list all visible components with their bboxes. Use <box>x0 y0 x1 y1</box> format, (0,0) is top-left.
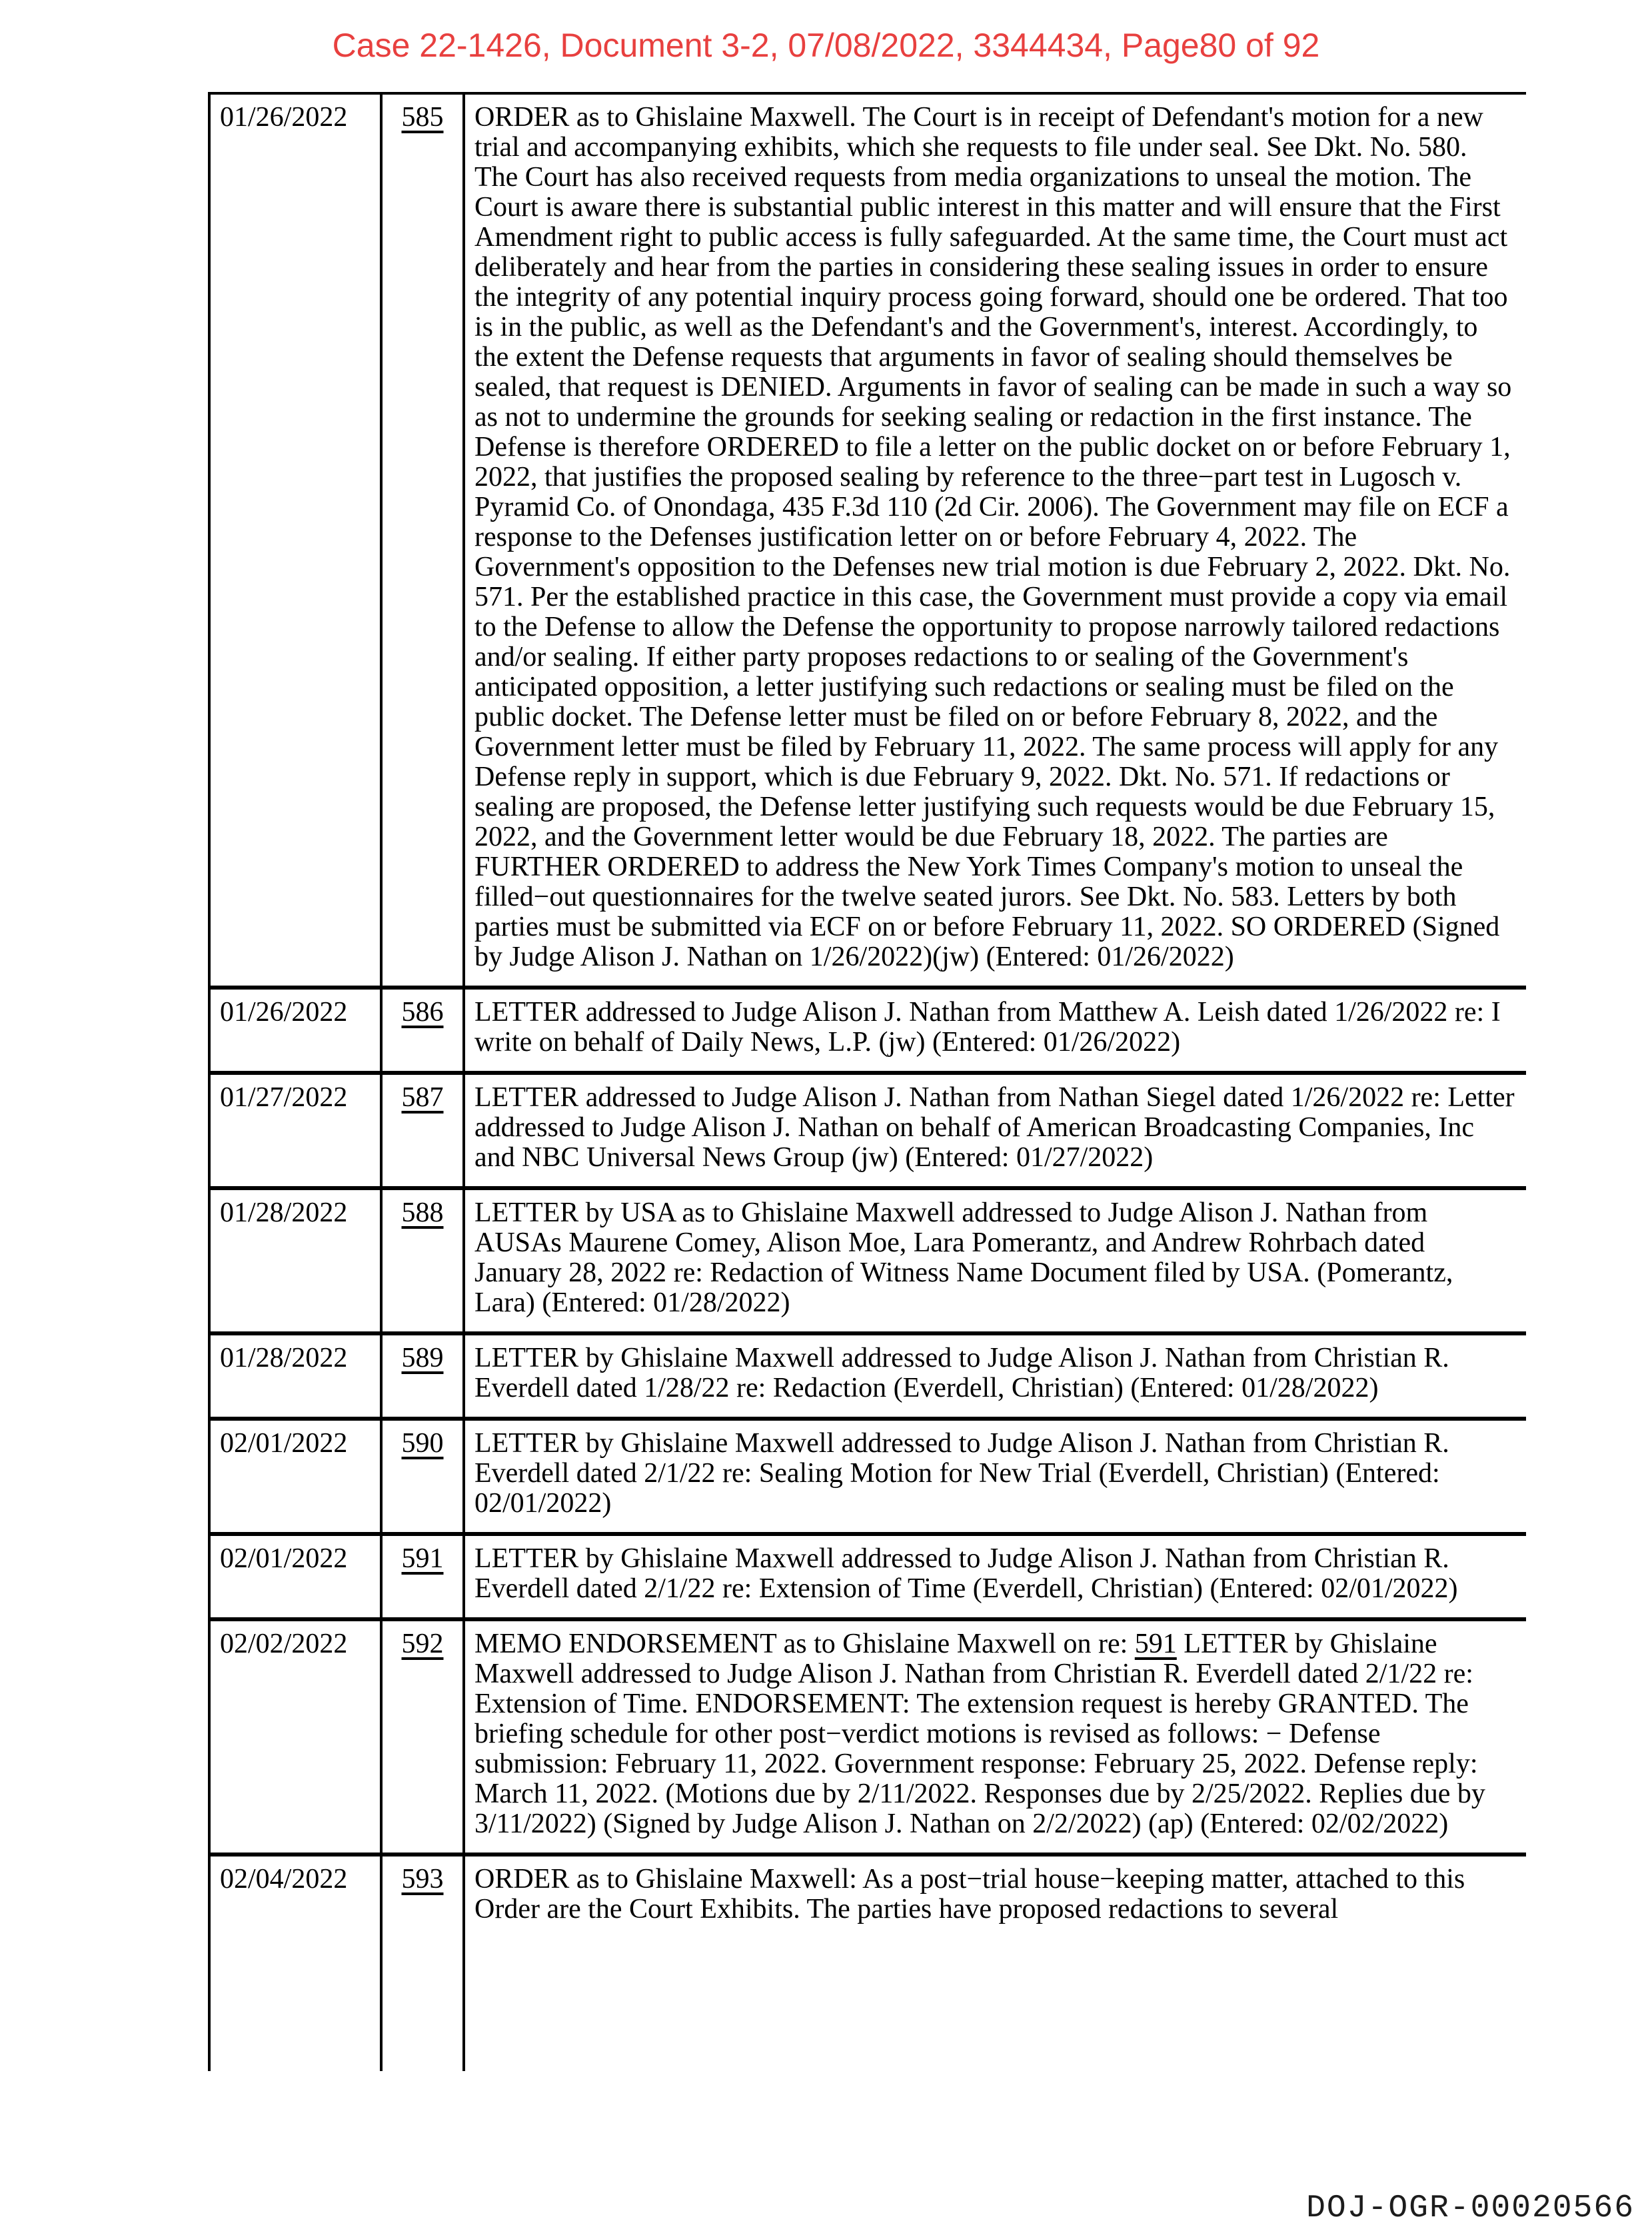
date-filed: 01/27/2022 <box>209 1073 381 1188</box>
docket-row-588 <box>209 1188 1526 1333</box>
docket-row-593 <box>209 1855 1526 2071</box>
docket-row-585 <box>209 93 1526 988</box>
docket-text: LETTER addressed to Judge Alison J. Nathan from Matthew A. Leish dated 1/26/2022 re: I write on behalf of Daily News, L.P. (jw) (Entered: 01/26/2022) <box>464 988 1526 1073</box>
docket-row-586 <box>209 988 1526 1073</box>
docket-text: ORDER as to Ghislaine Maxwell. The Court is in receipt of Defendant's motion for a new trial and accompanying exhibits, which she requests to file under seal. See Dkt. No. 580. The Court has also received requests from media organizations to unseal the motion. The Court is aware there is substantial public interest in this matter and will ensure that the First Amendment right to public access is fully safeguarded. At the same time, the Court must act deliberately and hear from the parties in considering these sealing issues in order to ensure the integrity of any potential inquiry process going forward, should one be ordered. That too is in the public, as well as the Defendant's and the Government's, interest. Accordingly, to the extent the Defense requests that arguments in favor of sealing should themselves be sealed, that request is DENIED. Arguments in favor of sealing can be made in such a way so as not to undermine the grounds for seeking sealing or redaction in the first instance. The Defense is therefore ORDERED to file a letter on the public docket on or before February 1, 2022, that justifies the proposed sealing by reference to the three−part test in Lugosch v. Pyramid Co. of Onondaga, 435 F.3d 110 (2d Cir. 2006). The Government may file on ECF a response to the Defenses justification letter on or before February 4, 2022. The Government's opposition to the Defenses new trial motion is due February 2, 2022. Dkt. No. 571. Per the established practice in this case, the Government must provide a copy via email to the Defense to allow the Defense the opportunity to propose narrowly tailored redactions and/or sealing. If either party proposes redactions to or sealing of the Government's anticipated opposition, a letter justifying such redactions or sealing must be filed on the public docket. The Defense letter must be filed on or before February 8, 2022, and the Government letter must be filed by February 11, 2022. The same process will apply for any Defense reply in support, which is due February 9, 2022. Dkt. No. 571. If redactions or sealing are proposed, the Defense letter justifying such requests would be due February 15, 2022, and the Government letter would be due February 18, 2022. The parties are FURTHER ORDERED to address the New York Times Company's motion to unseal the filled−out questionnaires for the twelve seated jurors. See Dkt. No. 583. Letters by both parties must be submitted via ECF on or before February 11, 2022. SO ORDERED (Signed by Judge Alison J. Nathan on 1/26/2022)(jw) (Entered: 01/26/2022) <box>464 93 1526 988</box>
date-filed: 01/28/2022 <box>209 1333 381 1419</box>
docket-table-region <box>208 92 1526 2100</box>
docket-text <box>464 1619 1526 1855</box>
docket-text: LETTER addressed to Judge Alison J. Nathan from Nathan Siegel dated 1/26/2022 re: Letter addressed to Judge Alison J. Nathan on behalf of American Broadcasting Companies, Inc and NBC Universal News Group (jw) (Entered: 01/27/2022) <box>464 1073 1526 1188</box>
docket-number-link-593[interactable]: 593 <box>401 1864 444 1894</box>
docket-number-link-588[interactable]: 588 <box>401 1197 444 1228</box>
bates-number: DOJ-OGR-00020566 <box>1306 2190 1635 2226</box>
date-filed: 01/26/2022 <box>209 93 381 988</box>
date-filed: 01/26/2022 <box>209 988 381 1073</box>
date-filed: 01/28/2022 <box>209 1188 381 1333</box>
docket-text: LETTER by Ghislaine Maxwell addressed to Judge Alison J. Nathan from Christian R. Everdell dated 1/28/22 re: Redaction (Everdell, Christian) (Entered: 01/28/2022) <box>464 1333 1526 1419</box>
docket-number-link-587[interactable]: 587 <box>401 1082 444 1113</box>
referenced-docket-591-link[interactable]: 591 <box>1134 1629 1177 1659</box>
docket-number-link-591[interactable]: 591 <box>401 1543 444 1574</box>
docket-text: LETTER by Ghislaine Maxwell addressed to Judge Alison J. Nathan from Christian R. Everdell dated 2/1/22 re: Sealing Motion for New Trial (Everdell, Christian) (Entered: 02/01/2022) <box>464 1419 1526 1534</box>
docket-text: LETTER by Ghislaine Maxwell addressed to Judge Alison J. Nathan from Christian R. Everdell dated 2/1/22 re: Extension of Time (Everdell, Christian) (Entered: 02/01/2022) <box>464 1534 1526 1619</box>
date-filed: 02/01/2022 <box>209 1534 381 1619</box>
docket-text: LETTER by USA as to Ghislaine Maxwell addressed to Judge Alison J. Nathan from AUSAs Maurene Comey, Alison Moe, Lara Pomerantz, and Andrew Rohrbach dated January 28, 2022 re: Redaction of Witness Name Document filed by USA. (Pomerantz, Lara) (Entered: 01/28/2022) <box>464 1188 1526 1333</box>
docket-table <box>208 92 1526 2071</box>
docket-text: ORDER as to Ghislaine Maxwell: As a post−trial house−keeping matter, attached to this Order are the Court Exhibits. The parties have proposed redactions to several <box>464 1855 1526 2071</box>
docket-row-589 <box>209 1333 1526 1419</box>
docket-row-587 <box>209 1073 1526 1188</box>
docket-row-592 <box>209 1619 1526 1855</box>
date-filed: 02/01/2022 <box>209 1419 381 1534</box>
docket-row-590 <box>209 1419 1526 1534</box>
date-filed: 02/04/2022 <box>209 1855 381 2071</box>
docket-number-link-586[interactable]: 586 <box>401 997 444 1028</box>
docket-number-link-585[interactable]: 585 <box>401 102 444 133</box>
case-stamp-header: Case 22-1426, Document 3-2, 07/08/2022, 3344434, Page80 of 92 <box>332 27 1320 64</box>
date-filed: 02/02/2022 <box>209 1619 381 1855</box>
docket-number-link-589[interactable]: 589 <box>401 1343 444 1373</box>
docket-text-segment: MEMO ENDORSEMENT as to Ghislaine Maxwell on re: <box>474 1629 1135 1659</box>
docket-number-link-592[interactable]: 592 <box>401 1629 444 1659</box>
docket-text-segment: LETTER by Ghislaine Maxwell addressed to Judge Alison J. Nathan from Christian R. Everdell dated 2/1/22 re: Extension of Time. ENDORSEMENT: The extension request is hereby GRANTED. The briefing schedule for other post−verdict motions is revised as follows: − Defense submission: February 11, 2022. Government response: February 25, 2022. Defense reply: March 11, 2022. (Motions due by 2/11/2022. Responses due by 2/25/2022. Replies due by 3/11/2022) (Signed by Judge Alison J. Nathan on 2/2/2022) (ap) (Entered: 02/02/2022) <box>474 1629 1485 1839</box>
docket-row-591 <box>209 1534 1526 1619</box>
docket-number-link-590[interactable]: 590 <box>401 1428 444 1459</box>
